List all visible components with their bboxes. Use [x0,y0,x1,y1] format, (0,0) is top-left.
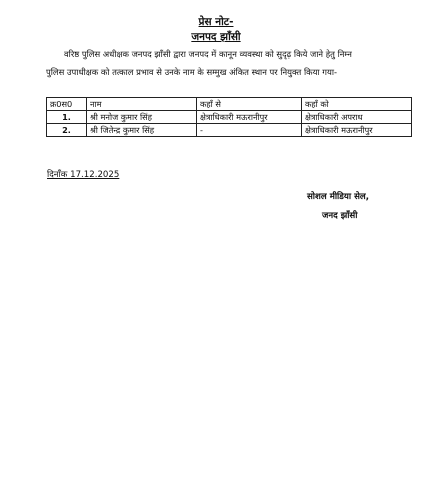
cell-serial: 1. [47,111,87,124]
paragraph-text-1: वरिष्ठ पुलिस अधीक्षक जनपद झाँसी द्वारा जनपद में कानून व्यवस्था को सुदृढ़ किये जाने हेतु निम्न [64,49,352,59]
table-row [47,124,412,137]
document-subtitle: जनपद झाँसी [191,31,241,43]
header-serial: क्र0स0 [47,98,87,111]
paragraph-text-2: पुलिस उपाधीक्षक को तत्काल प्रभाव से उनके नाम के सम्मुख अंकित स्थान पर नियुक्त किया गया- [46,67,338,77]
header-to: कहाँ को [302,98,412,111]
body-paragraph-line-1 [46,45,406,63]
document-title: प्रेस नोट- [198,16,234,28]
cell-name: श्री जितेन्द्र कुमार सिंह [87,124,197,137]
signature-line-2: जनद झाँसी [322,211,358,221]
header-name: नाम [87,98,197,111]
cell-serial: 2. [47,124,87,137]
body-paragraph-line-2 [46,63,406,81]
cell-to: क्षेत्राधिकारी अपराध [302,111,412,124]
cell-from: क्षेत्राधिकारी मऊरानीपुर [197,111,302,124]
table-row [47,111,412,124]
table-header-row [47,98,412,111]
cell-to: क्षेत्राधिकारी मऊरानीपुर [302,124,412,137]
header-from: कहाँ से [197,98,302,111]
cell-from: - [197,124,302,137]
cell-name: श्री मनोज कुमार सिंह [87,111,197,124]
signature-line-1: सोशल मीडिया सेल, [307,192,369,202]
document-date: दिनाँक 17.12.2025 [47,170,120,180]
appointment-table [46,97,412,137]
